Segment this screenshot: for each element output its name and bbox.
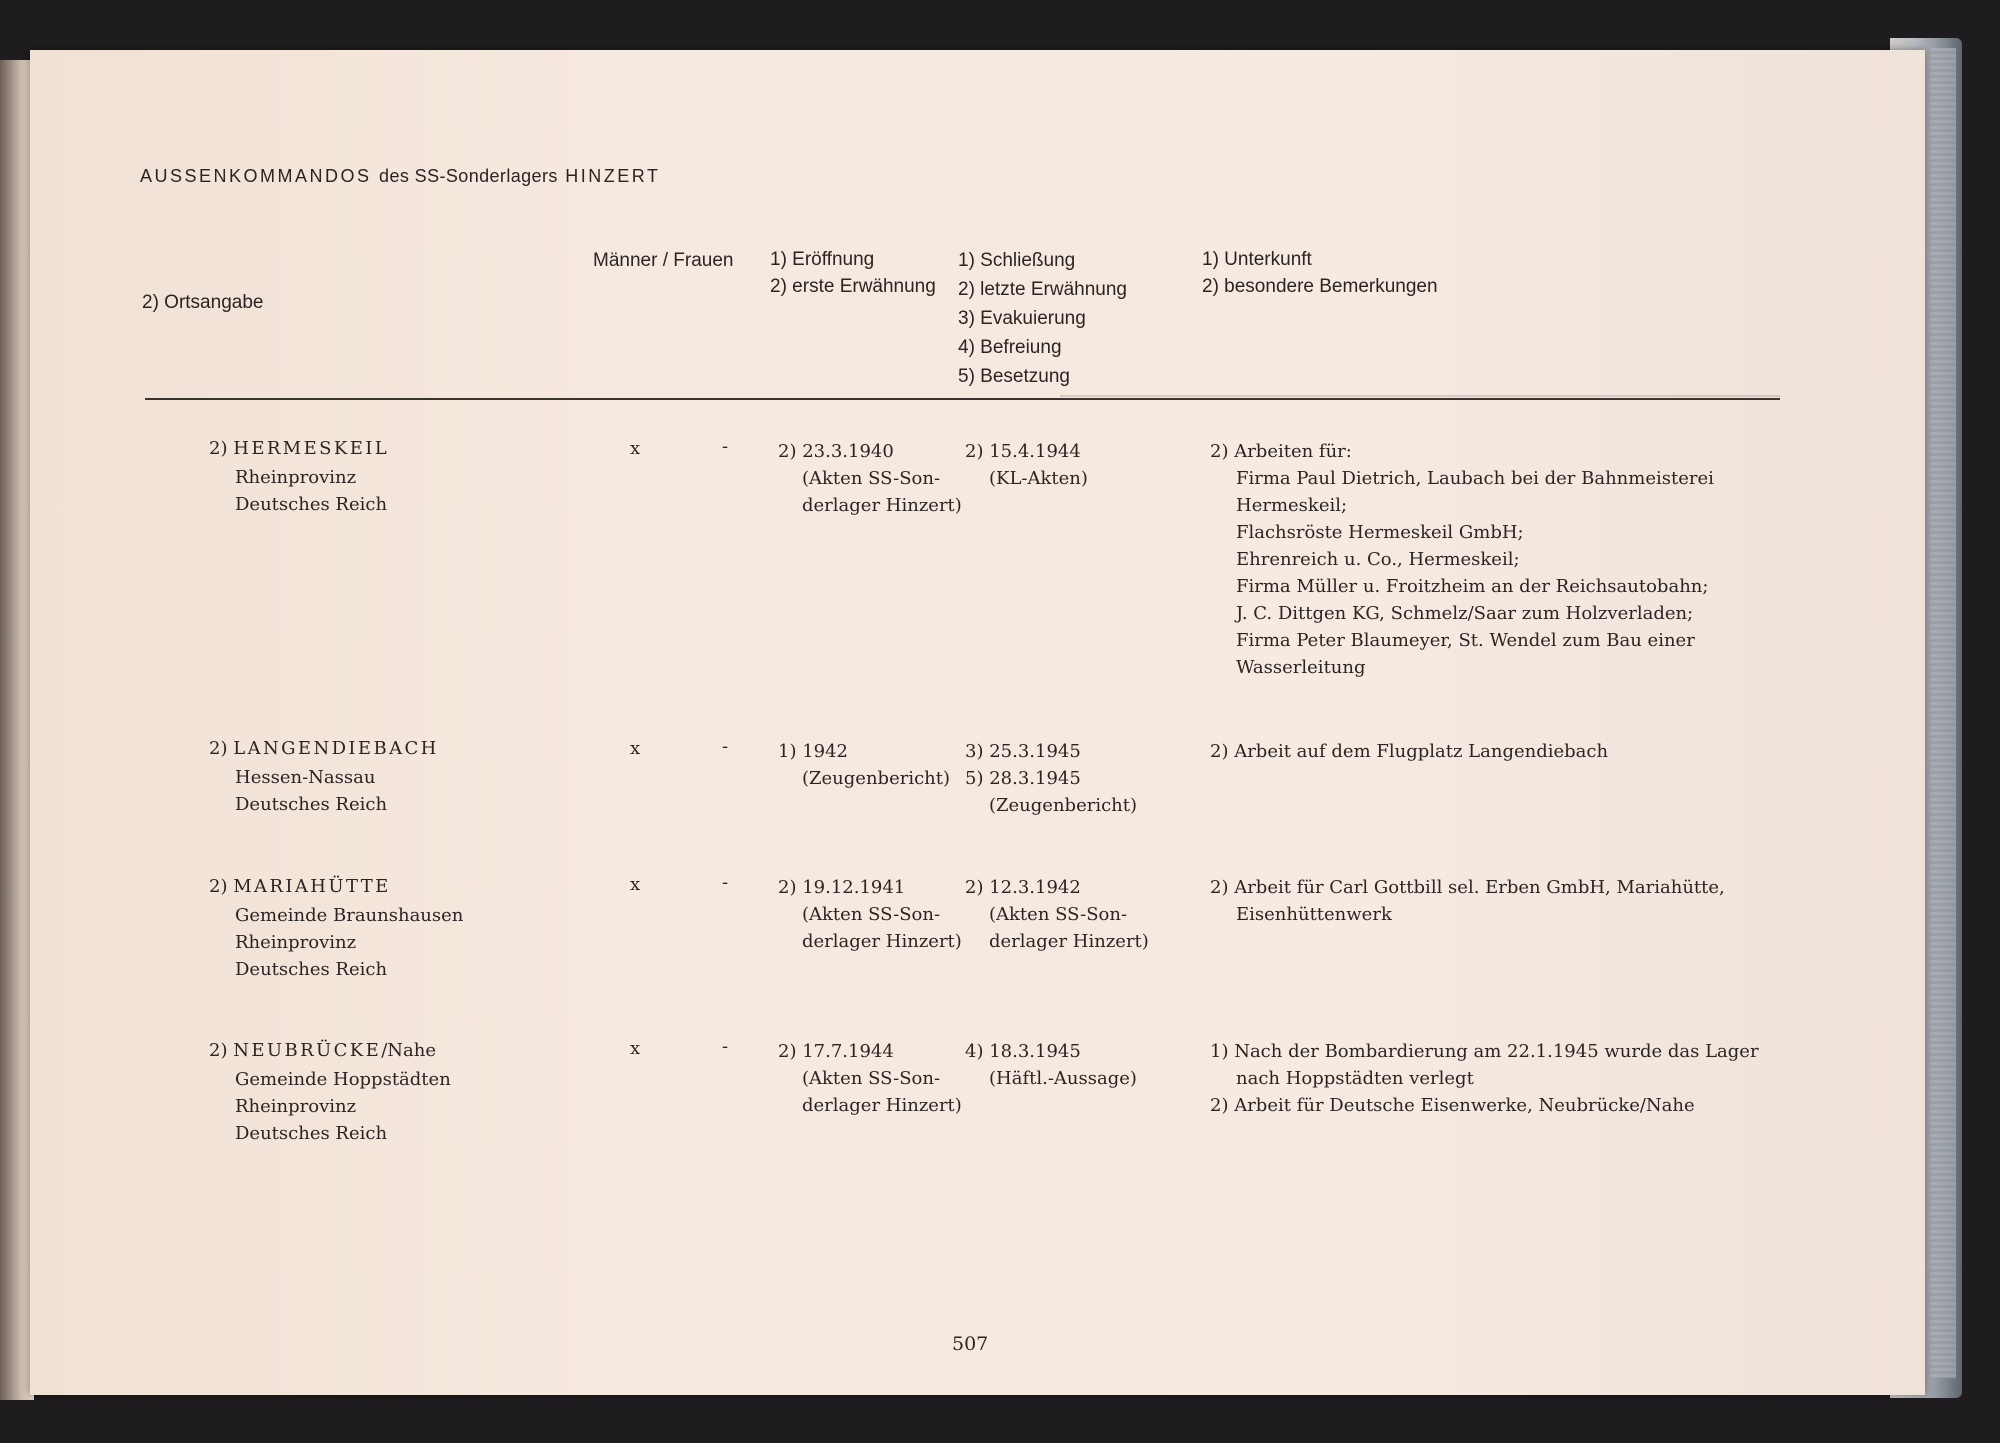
remark-line: 2) Arbeit für Deutsche Eisenwerke, Neubrücke/Nahe [1210, 1095, 1695, 1116]
entry-neubruecke-remarks [1210, 1038, 1759, 1119]
close-line: (Häftl.-Aussage) [989, 1068, 1137, 1089]
entry-mariahuette-men: x [630, 874, 641, 895]
location-line: Rheinprovinz [235, 467, 357, 488]
close-line: (KL-Akten) [989, 468, 1088, 489]
header-schliessung-5: 5) Besetzung [958, 366, 1070, 387]
entry-place-name: MARIAHÜTTE [233, 876, 391, 897]
close-line: 2) 12.3.1942 [965, 877, 1081, 898]
open-line: derlager Hinzert) [802, 931, 962, 952]
entry-place-name: LANGENDIEBACH [233, 738, 439, 759]
remark-line: Hermeskeil; [1236, 495, 1348, 516]
entry-hermeskeil-open [778, 438, 962, 519]
remark-line: 2) Arbeit auf dem Flugplatz Langendiebach [1210, 741, 1609, 762]
entry-place-suffix: /Nahe [381, 1040, 436, 1061]
entry-mariahuette-women: - [722, 872, 729, 893]
entry-langendiebach-close [965, 738, 1137, 819]
entry-mariahuette-location [235, 902, 463, 983]
remark-line: Ehrenreich u. Co., Hermeskeil; [1236, 549, 1520, 570]
open-line: derlager Hinzert) [802, 1095, 962, 1116]
entry-neubruecke-location [235, 1066, 451, 1147]
header-schliessung [958, 246, 1127, 391]
entry-hermeskeil-remarks [1210, 438, 1714, 681]
entry-hermeskeil-name [209, 438, 389, 459]
header-unterkunft [1202, 246, 1438, 300]
remark-line: Firma Müller u. Froitzheim an der Reichsautobahn; [1236, 576, 1709, 597]
location-line: Hessen-Nassau [235, 767, 376, 788]
open-line: 2) 17.7.1944 [778, 1041, 894, 1062]
open-line: (Zeugenbericht) [802, 768, 951, 789]
open-line: (Akten SS-Son- [802, 904, 941, 925]
remark-line: 1) Nach der Bombardierung am 22.1.1945 wurde das Lager [1210, 1041, 1759, 1062]
remark-line: Firma Paul Dietrich, Laubach bei der Bahnmeisterei [1236, 468, 1714, 489]
header-ortsangabe: 2) Ortsangabe [142, 292, 264, 313]
show-through-rule [1060, 395, 1780, 397]
close-line: 2) 15.4.1944 [965, 441, 1081, 462]
close-line: (Akten SS-Son- [989, 904, 1128, 925]
close-line: (Zeugenbericht) [989, 795, 1138, 816]
header-eroeffnung [770, 246, 936, 300]
entry-hermeskeil-close [965, 438, 1088, 492]
entry-neubruecke-close [965, 1038, 1137, 1092]
remark-line: Flachsröste Hermeskeil GmbH; [1236, 522, 1524, 543]
location-line: Gemeinde Braunshausen [235, 905, 464, 926]
entry-mariahuette-close [965, 874, 1149, 955]
close-line: 5) 28.3.1945 [965, 768, 1081, 789]
entry-langendiebach-open [778, 738, 950, 792]
remark-line: Wasserleitung [1236, 657, 1366, 678]
open-line: (Akten SS-Son- [802, 468, 941, 489]
header-geschlecht: Männer / Frauen [593, 250, 734, 271]
entry-neubruecke-men: x [630, 1038, 641, 1059]
open-line: 1) 1942 [778, 741, 849, 762]
close-line: 4) 18.3.1945 [965, 1041, 1081, 1062]
entry-neubruecke-women: - [722, 1036, 729, 1057]
entry-langendiebach-remarks [1210, 738, 1608, 765]
entry-place-name: HERMESKEIL [233, 438, 390, 459]
remark-line: 2) Arbeiten für: [1210, 441, 1352, 462]
page-title [140, 166, 660, 187]
title-part-3: HINZERT [565, 166, 661, 186]
entry-langendiebach-women: - [722, 736, 729, 757]
header-unterkunft-2: 2) besondere Bemerkungen [1202, 276, 1438, 297]
open-line: derlager Hinzert) [802, 495, 962, 516]
header-schliessung-2: 2) letzte Erwähnung [958, 279, 1127, 300]
header-schliessung-3: 3) Evakuierung [958, 308, 1086, 329]
header-divider [145, 398, 1780, 400]
title-part-2: des SS-Sonderlagers [379, 166, 558, 186]
book-page-stack-lines [1930, 48, 1956, 1378]
entry-mariahuette-remarks [1210, 874, 1725, 928]
location-line: Deutsches Reich [235, 1123, 388, 1144]
entry-langendiebach-location [235, 764, 387, 818]
entry-number: 2) [209, 438, 228, 459]
entry-number: 2) [209, 876, 228, 897]
header-eroeffnung-2: 2) erste Erwähnung [770, 276, 936, 297]
open-line: (Akten SS-Son- [802, 1068, 941, 1089]
entry-place-name: NEUBRÜCKE [233, 1040, 382, 1061]
location-line: Deutsches Reich [235, 794, 388, 815]
entry-hermeskeil-men: x [630, 438, 641, 459]
remark-line: nach Hoppstädten verlegt [1236, 1068, 1474, 1089]
entry-langendiebach-name [209, 738, 439, 759]
entry-langendiebach-men: x [630, 738, 641, 759]
entry-neubruecke-open [778, 1038, 962, 1119]
title-part-1: AUSSENKOMMANDOS [140, 166, 372, 186]
close-line: derlager Hinzert) [989, 931, 1149, 952]
header-schliessung-1: 1) Schließung [958, 250, 1076, 271]
header-schliessung-4: 4) Befreiung [958, 337, 1062, 358]
remark-line: 2) Arbeit für Carl Gottbill sel. Erben GmbH, Mariahütte, [1210, 877, 1725, 898]
entry-number: 2) [209, 738, 228, 759]
entry-hermeskeil-location [235, 464, 387, 518]
entry-hermeskeil-women: - [722, 436, 729, 457]
book-left-edge [0, 60, 34, 1400]
location-line: Deutsches Reich [235, 494, 388, 515]
entry-number: 2) [209, 1040, 228, 1061]
remark-line: Eisenhüttenwerk [1236, 904, 1392, 925]
header-eroeffnung-1: 1) Eröffnung [770, 249, 875, 270]
entry-mariahuette-open [778, 874, 962, 955]
entry-mariahuette-name [209, 876, 391, 897]
open-line: 2) 23.3.1940 [778, 441, 894, 462]
header-unterkunft-1: 1) Unterkunft [1202, 249, 1312, 270]
remark-line: Firma Peter Blaumeyer, St. Wendel zum Bau einer [1236, 630, 1695, 651]
location-line: Rheinprovinz [235, 1096, 357, 1117]
location-line: Gemeinde Hoppstädten [235, 1069, 451, 1090]
location-line: Deutsches Reich [235, 959, 388, 980]
remark-line: J. C. Dittgen KG, Schmelz/Saar zum Holzverladen; [1236, 603, 1694, 624]
location-line: Rheinprovinz [235, 932, 357, 953]
page-number: 507 [952, 1333, 989, 1355]
close-line: 3) 25.3.1945 [965, 741, 1081, 762]
open-line: 2) 19.12.1941 [778, 877, 906, 898]
entry-neubruecke-name [209, 1040, 436, 1061]
